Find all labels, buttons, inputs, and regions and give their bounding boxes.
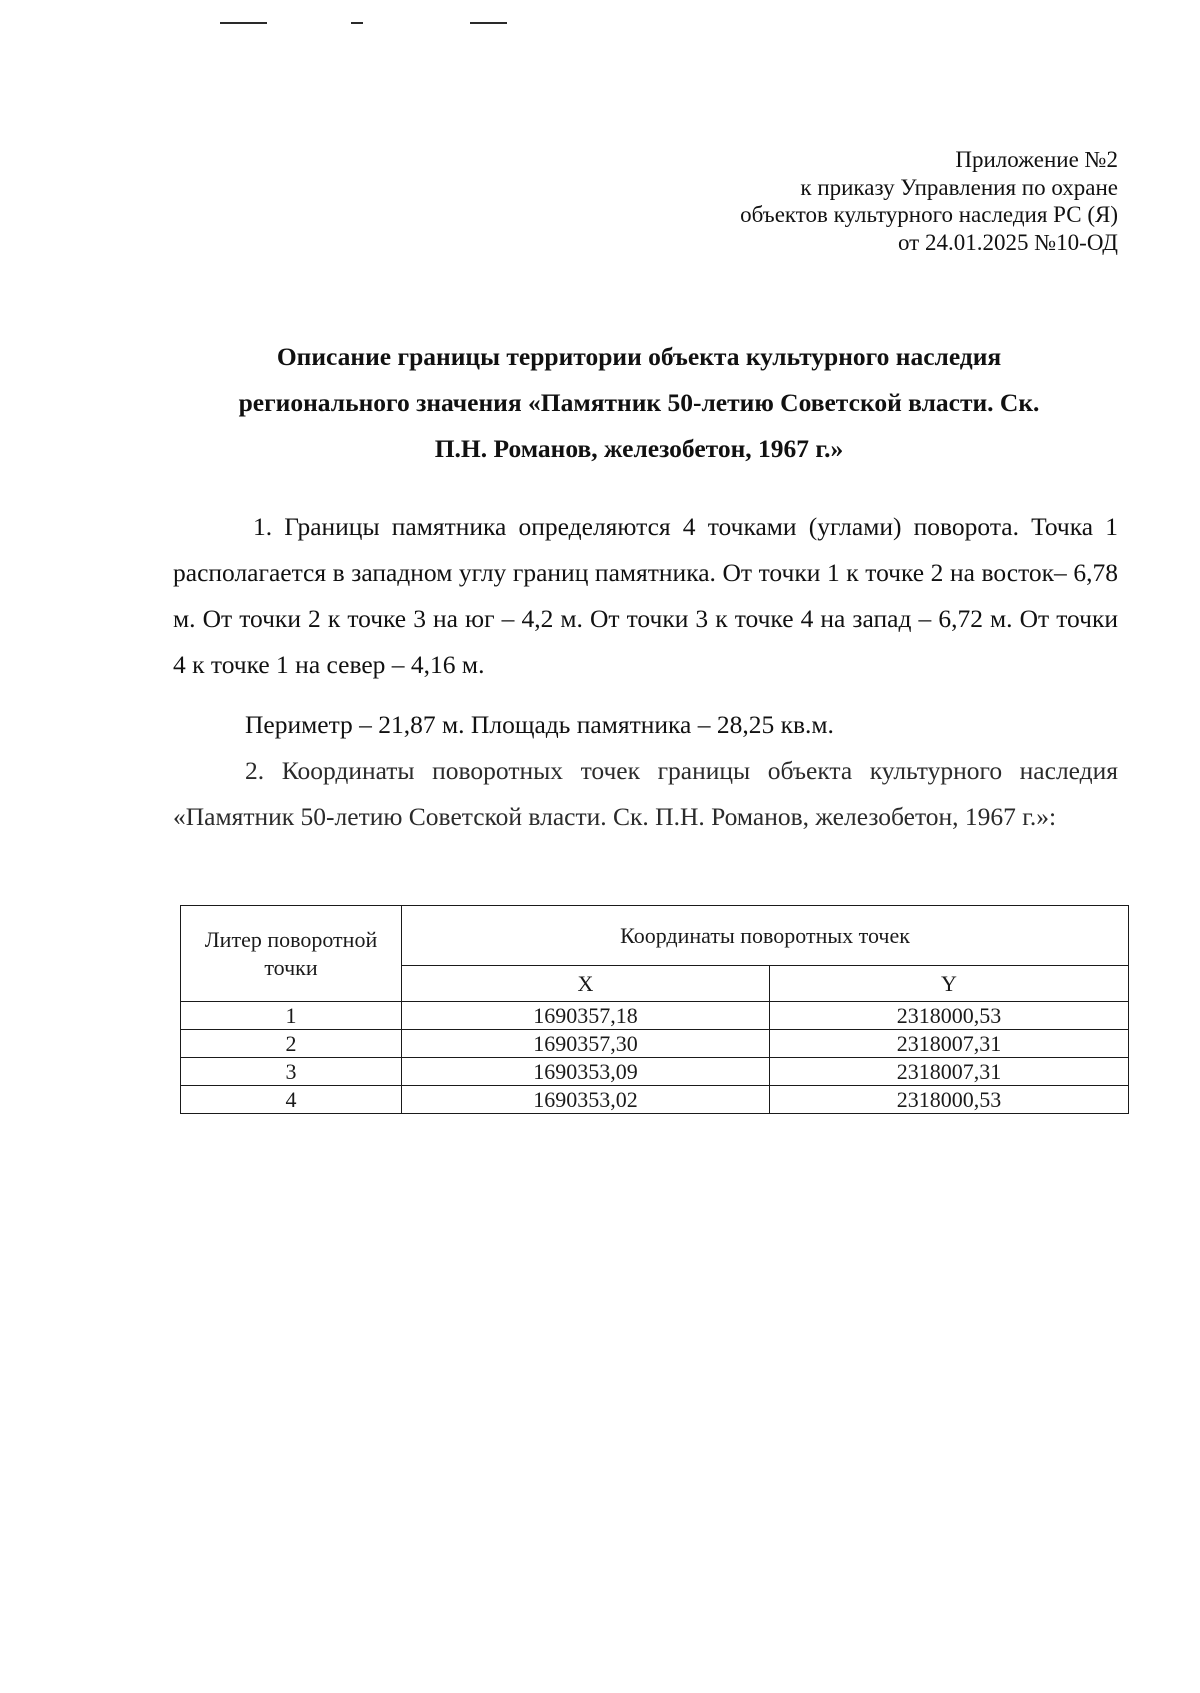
cell-liter: 2 — [181, 1030, 402, 1058]
table-row — [181, 1030, 1129, 1058]
cell-x: 1690353,02 — [402, 1086, 770, 1114]
header-x: X — [402, 966, 770, 1002]
table-row — [181, 1002, 1129, 1030]
appendix-block — [598, 146, 1118, 256]
header-coordinates: Координаты поворотных точек — [402, 906, 1129, 966]
header-y: Y — [770, 966, 1129, 1002]
scan-mark — [470, 22, 507, 24]
paragraph-boundaries: 1. Границы памятника определяются 4 точками (углами) поворота. Точка 1 располагается в западном углу границ памятника. От точки 1 к точке 2 на восток– 6,78 м. От точки 2 к точке 3 на юг – 4,2 м. От точки 3 к точке 4 на запад – 6,72 м. От точки 4 к точке 1 на север – 4,16 м. — [173, 512, 1118, 679]
cell-y: 2318007,31 — [770, 1058, 1129, 1086]
scan-mark — [220, 22, 267, 24]
appendix-line: от 24.01.2025 №10-ОД — [897, 229, 1118, 255]
cell-y: 2318000,53 — [770, 1002, 1129, 1030]
paragraph-perimeter: Периметр – 21,87 м. Площадь памятника – 28,25 кв.м. — [245, 710, 834, 739]
paragraph-coordinates: 2. Координаты поворотных точек границы объекта культурного наследия «Памятник 50-летию Советской власти. Ск. П.Н. Романов, железобетон, 1967 г.»: — [173, 756, 1118, 831]
appendix-line: Приложение №2 — [955, 147, 1118, 172]
document-title — [160, 334, 1118, 472]
cell-liter: 1 — [181, 1002, 402, 1030]
title-line: П.Н. Романов, железобетон, 1967 г.» — [434, 434, 844, 463]
table-row — [181, 1086, 1129, 1114]
cell-y: 2318000,53 — [770, 1086, 1129, 1114]
header-liter: Литер поворотной точки — [181, 906, 402, 1002]
title-line: Описание границы территории объекта культурного наследия — [276, 342, 1002, 371]
table-row — [181, 1058, 1129, 1086]
title-line: регионального значения «Памятник 50-летию Советской власти. Ск. — [238, 388, 1040, 417]
scan-mark — [351, 22, 363, 24]
cell-liter: 3 — [181, 1058, 402, 1086]
appendix-line: объектов культурного наследия РС (Я) — [740, 202, 1118, 227]
table-header-row — [181, 906, 1129, 966]
cell-x: 1690357,18 — [402, 1002, 770, 1030]
appendix-line: к приказу Управления по охране — [800, 174, 1118, 200]
coordinates-table — [180, 905, 1129, 1114]
cell-y: 2318007,31 — [770, 1030, 1129, 1058]
cell-x: 1690353,09 — [402, 1058, 770, 1086]
cell-x: 1690357,30 — [402, 1030, 770, 1058]
cell-liter: 4 — [181, 1086, 402, 1114]
